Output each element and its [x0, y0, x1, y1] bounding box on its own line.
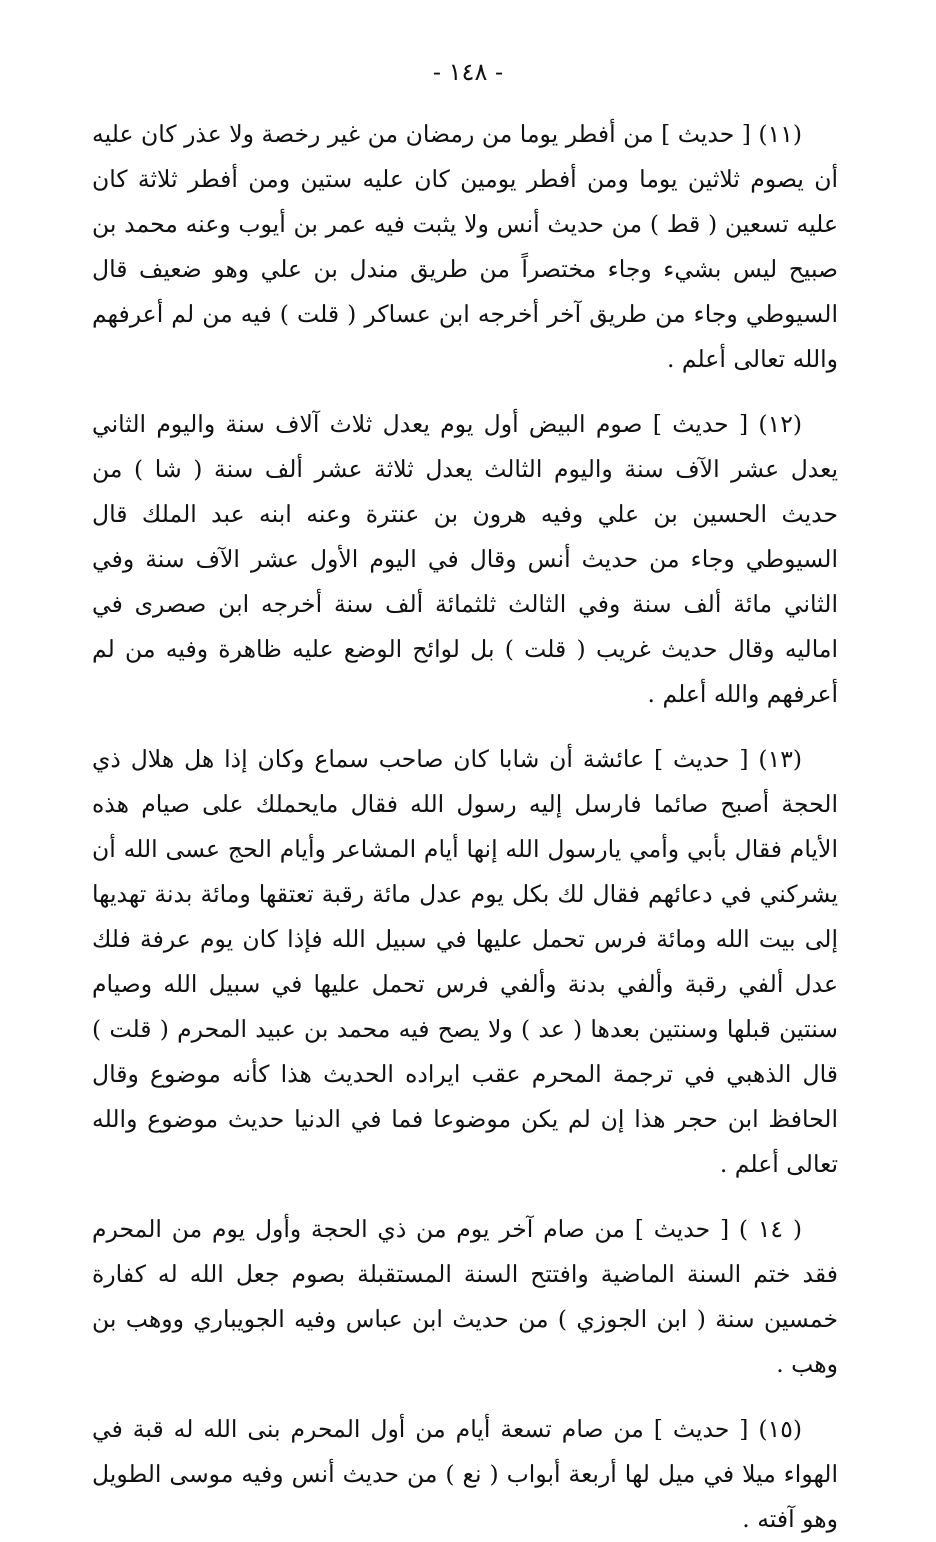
hadith-paragraph-15: (١٥) [ حديث ] من صام تسعة أيام من أول المحرم بنى الله له قبة في الهواء ميلا في ميل لها أربعة أبواب ( نع ) من حديث أنس وفيه موسى الطويل وهو آفته . — [92, 1415, 838, 1533]
page-number: - ١٤٨ - — [432, 58, 504, 86]
hadith-paragraph-13: (١٣) [ حديث ] عائشة أن شابا كان صاحب سماع وكان إذا هل هلال ذي الحجة أصبح صائما فارسل إليه رسول الله فقال مايحملك على صيام هذه الأيام فقال بأبي وأمي يارسول الله إنها أيام المشاعر وأيام الحج عسى الله أن يشركني في دعائهم فقال لك بكل يوم عدل مائة رقبة تعتقها ومائة بدنة تهديها إلى بيت الله ومائة فرس تحمل عليها في سبيل الله فإذا كان يوم عرفة فلك عدل ألفي رقبة وألفي بدنة وألفي فرس تحمل عليها في سبيل الله وصيام سنتين قبلها وسنتين بعدها ( عد ) ولا يصح فيه محمد بن عبيد المحرم ( قلت ) قال الذهبي في ترجمة المحرم عقب ايراده الحديث هذا كأنه موضوع وقال الحافظ ابن حجر هذا إن لم يكن موضوعا فما في الدنيا حديث موضوع والله تعالى أعلم . — [92, 745, 838, 1178]
hadith-paragraph-11: (١١) [ حديث ] من أفطر يوما من رمضان من غير رخصة ولا عذر كان عليه أن يصوم ثلاثين يوما ومن أفطر يومين كان عليه ستين ومن أفطر ثلاثة كان عليه تسعين ( قط ) من حديث أنس ولا يثبت فيه عمر بن أيوب وعنه محمد بن صبيح ليس بشيء وجاء مختصراً من طريق مندل بن علي وهو ضعيف قال السيوطي وجاء من طريق آخر أخرجه ابن عساكر ( قلت ) فيه من لم أعرفهم والله تعالى أعلم . — [92, 120, 838, 373]
hadith-paragraph-14: ( ١٤ ) [ حديث ] من صام آخر يوم من ذي الحجة وأول يوم من المحرم فقد ختم السنة الماضية وافتتح السنة المستقبلة بصوم جعل الله له كفارة خمسين سنة ( ابن الجوزي ) من حديث ابن عباس وفيه الجويباري ووهب بن وهب . — [92, 1215, 838, 1378]
hadith-paragraph-12: (١٢) [ حديث ] صوم البيض أول يوم يعدل ثلاث آلاف سنة واليوم الثاني يعدل عشر الآف سنة واليوم الثالث يعدل ثلاثة عشر ألف سنة ( شا ) من حديث الحسين بن علي وفيه هرون بن عنترة وعنه ابنه عبد الملك قال السيوطي وجاء من حديث أنس وقال في اليوم الأول عشر الآف سنة وفي الثاني مائة ألف سنة وفي الثالث ثلثمائة ألف سنة أخرجه ابن صصرى في اماليه وقال حديث غريب ( قلت ) بل لوائح الوضع عليه ظاهرة وفيه من لم أعرفهم والله أعلم . — [92, 410, 838, 708]
page-body — [92, 112, 838, 1542]
